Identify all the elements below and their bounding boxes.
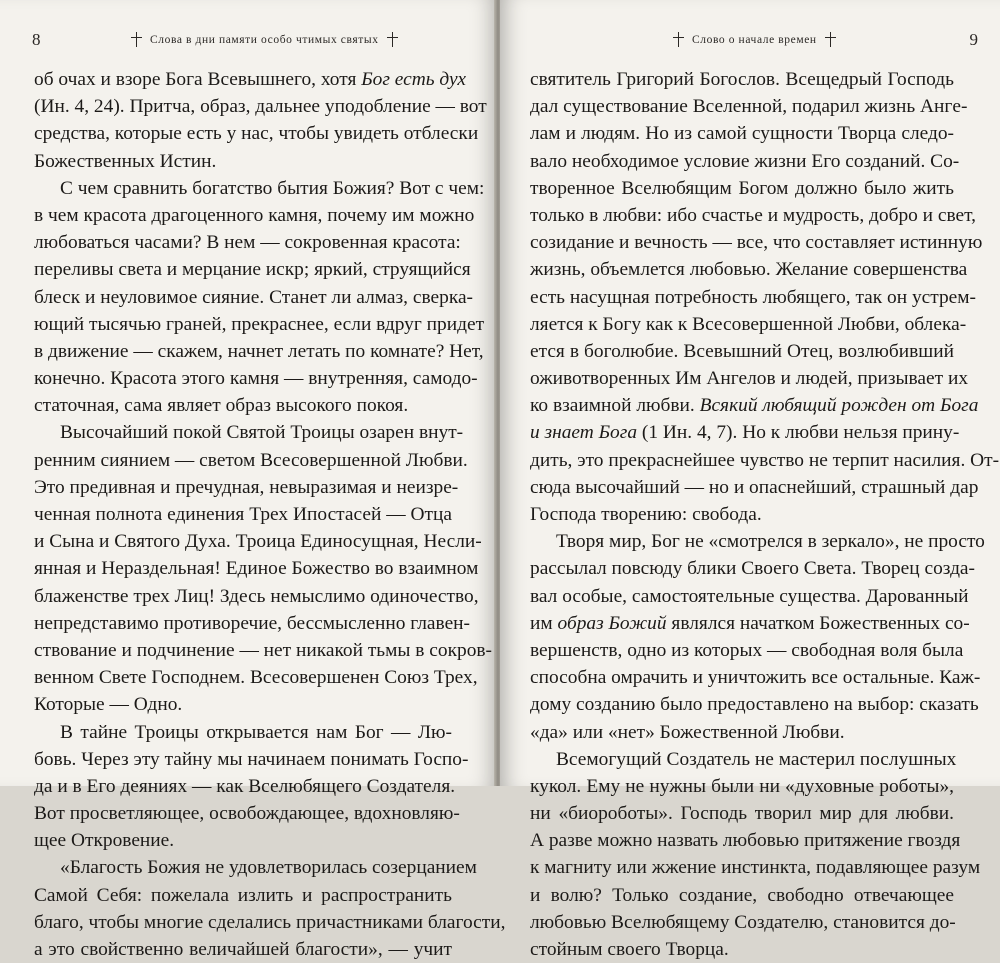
- text-line: [34, 719, 452, 746]
- text-line: [530, 800, 954, 827]
- text-segment: к магниту или жжение инстинкта, подавляющее разум: [530, 857, 981, 879]
- italic-quote: Всякий любящий рожден от Бога: [699, 395, 979, 417]
- text-line: [34, 311, 485, 338]
- text-segment: благо, чтобы многие сделались причастниками благости,: [34, 911, 506, 933]
- cross-icon: [386, 32, 399, 47]
- text-segment: кукол. Ему не нужны были ни «духовные роботы»,: [530, 775, 954, 797]
- text-line: [34, 691, 452, 718]
- text-line: [34, 610, 471, 637]
- left-page-body: [34, 66, 506, 963]
- text-line: [530, 365, 969, 392]
- text-segment: непредставимо противоречие, бессмысленно главен-: [34, 612, 471, 634]
- text-segment: есть насущная потребность любящего, так он устрем-: [530, 286, 977, 308]
- text-line: [530, 936, 954, 963]
- text-line: [530, 256, 968, 283]
- text-segment: «Благость Божия не удовлетворилась созерцанием: [60, 857, 477, 879]
- text-segment: являлся начатком Божественных со-: [666, 612, 970, 634]
- text-line: [34, 637, 493, 664]
- text-line: [34, 202, 475, 229]
- text-segment: творенное Вселюбящим Богом должно было жить: [530, 177, 954, 199]
- text-line: [34, 256, 471, 283]
- text-line: [530, 311, 967, 338]
- text-line: [530, 338, 954, 365]
- text-line: [34, 419, 464, 446]
- text-segment: вершенств, одно из которых — свободная воля была: [530, 639, 964, 661]
- text-segment: ствование и подчинение — нет никакой тьмы в сокров-: [34, 639, 493, 661]
- text-segment: в чем красота драгоценного камня, почему им можно: [34, 204, 475, 226]
- running-head: [130, 32, 399, 47]
- text-segment: стойным своего Творца.: [530, 939, 729, 960]
- text-line: [530, 746, 957, 773]
- text-segment: Самой Себя: пожелала излить и распространить: [34, 884, 452, 906]
- text-segment: статочная, сама являет образ высокого покоя.: [34, 395, 409, 417]
- text-line: [530, 583, 969, 610]
- text-segment: и Сына и Святого Духа. Троица Единосущная, Несли-: [34, 531, 482, 553]
- running-head: [672, 32, 837, 47]
- text-segment: венном Свете Господнем. Всесовершенен Союз Трех,: [34, 667, 478, 689]
- text-line: [530, 555, 975, 582]
- text-segment: (1 Ин. 4, 7). Но к любви нельзя прину-: [637, 422, 960, 444]
- cross-icon: [130, 32, 143, 47]
- text-segment: средства, которые есть у нас, чтобы увидеть отблески: [34, 123, 479, 145]
- text-line: [34, 936, 452, 963]
- text-line: [530, 120, 954, 147]
- text-line: [34, 583, 479, 610]
- text-line: [530, 202, 977, 229]
- text-line: [530, 909, 954, 936]
- text-segment: Господа творению: свобода.: [530, 504, 762, 525]
- text-line: [34, 909, 506, 936]
- text-segment: янная и Нераздельная! Единое Божество во взаимном: [34, 558, 479, 580]
- text-segment: вал особые, самостоятельные существа. Дарованный: [530, 585, 969, 607]
- text-line: [530, 501, 954, 528]
- text-line: [530, 528, 985, 555]
- cross-icon: [672, 32, 685, 47]
- text-segment: ляется к Богу как к Всесовершенной Любви, облека-: [530, 313, 967, 335]
- text-line: [530, 175, 954, 202]
- text-line: [34, 148, 452, 175]
- text-segment: конечно. Красота этого камня — внутренняя, самодо-: [34, 368, 478, 390]
- text-segment: любоваться часами? В нем — сокровенная красота:: [34, 232, 461, 254]
- italic-quote: и знает Бога: [530, 422, 638, 444]
- text-segment: ко взаимной любви.: [530, 395, 700, 417]
- text-line: [34, 882, 452, 909]
- text-line: [530, 882, 954, 909]
- page-number: 9: [969, 30, 978, 49]
- text-line: [34, 284, 474, 311]
- text-line: [34, 555, 479, 582]
- text-segment: рассылал повсюду блики Своего Света. Творец созда-: [530, 558, 975, 580]
- right-page-header: [500, 24, 1000, 52]
- text-line: [34, 175, 485, 202]
- text-segment: в движение — скажем, начнет летать по комнате? Нет,: [34, 340, 484, 362]
- text-line: [34, 773, 456, 800]
- text-line: [530, 148, 960, 175]
- text-segment: дому созданию было предоставлено на выбор: сказать: [530, 694, 979, 716]
- text-segment: В тайне Троицы открывается нам Бог — Лю-: [60, 721, 452, 743]
- text-segment: и волю? Только создание, свободно отвечающее: [530, 884, 954, 906]
- text-segment: созидание и вечность — все, что составляет истинную: [530, 232, 983, 254]
- text-line: [34, 474, 459, 501]
- italic-quote: образ Божий: [557, 612, 667, 634]
- right-page: [500, 0, 1000, 960]
- text-segment: только в любви: ибо счастье и мудрость, добро и свет,: [530, 204, 977, 226]
- text-line: [34, 827, 452, 854]
- text-segment: ется в боголюбие. Всевышний Отец, возлюбивший: [530, 340, 954, 362]
- cross-icon: [824, 32, 837, 47]
- text-line: [530, 773, 954, 800]
- text-line: [530, 229, 983, 256]
- text-line: [530, 719, 954, 746]
- text-segment: бовь. Через эту тайну мы начинаем понимать Госпо-: [34, 748, 469, 770]
- text-segment: жизнь, объемлется любовью. Желание совершенства: [530, 259, 968, 281]
- text-line: [530, 691, 979, 718]
- italic-quote: Бог есть дух: [361, 69, 466, 90]
- text-segment: А разве можно назвать любовью притяжение гвоздя: [530, 830, 961, 852]
- text-line: [530, 93, 968, 120]
- text-line: [530, 419, 960, 446]
- text-line: [530, 474, 979, 501]
- text-line: [530, 66, 954, 93]
- text-line: [530, 447, 1000, 474]
- text-segment: святитель Григорий Богослов. Всещедрый Господь: [530, 69, 954, 90]
- text-segment: (Ин. 4, 24). Притча, образ, дальнее уподобление — вот: [34, 96, 487, 118]
- text-line: [34, 854, 477, 881]
- text-line: [530, 392, 979, 419]
- text-line: [530, 284, 977, 311]
- text-line: [530, 854, 981, 881]
- text-line: [34, 501, 452, 528]
- text-line: [34, 93, 487, 120]
- text-segment: способна омрачить и уничтожить все остальные. Каж-: [530, 667, 981, 689]
- text-line: [34, 120, 479, 147]
- text-line: [530, 827, 961, 854]
- text-line: [530, 637, 964, 664]
- running-head-text: Слова в дни памяти особо чтимых святых: [150, 33, 379, 46]
- text-segment: дал существование Вселенной, подарил жизнь Ангe-: [530, 96, 968, 118]
- text-segment: переливы света и мерцание искр; яркий, струящийся: [34, 259, 471, 281]
- text-segment: об очах и взоре Бога Всевышнего, хотя: [34, 69, 362, 90]
- text-segment: Всемогущий Создатель не мастерил послушных: [556, 748, 957, 770]
- text-segment: лам и людям. Но из самой сущности Творца следо-: [530, 123, 954, 145]
- text-segment: блаженстве трех Лиц! Здесь немыслимо одиночество,: [34, 585, 479, 607]
- text-segment: «да» или «нет» Божественной Любви.: [530, 721, 845, 743]
- text-segment: ющий тысячью граней, прекраснее, если вдруг придет: [34, 313, 485, 335]
- text-segment: щее Откровение.: [34, 830, 175, 852]
- text-segment: любовью Вселюбящему Создателю, становится до-: [530, 911, 956, 933]
- text-line: [34, 447, 468, 474]
- text-line: [34, 800, 460, 827]
- text-line: [34, 746, 469, 773]
- text-line: [34, 229, 461, 256]
- text-line: [34, 528, 482, 555]
- text-segment: сюда высочайший — но и опаснейший, страшный дар: [530, 476, 979, 498]
- text-line: [34, 664, 478, 691]
- text-line: [34, 338, 484, 365]
- text-segment: а это свойственно величайшей благости», — учит: [34, 939, 452, 960]
- text-segment: да и в Его деяниях — как Вселюбящего Создателя.: [34, 775, 456, 797]
- left-page-header: [0, 24, 496, 52]
- text-segment: С чем сравнить богатство бытия Божия? Вот с чем:: [60, 177, 485, 199]
- page-number: 8: [32, 30, 41, 49]
- text-segment: Творя мир, Бог не «смотрелся в зеркало», не просто: [556, 531, 985, 553]
- text-segment: ренним сиянием — светом Всесовершенной Любви.: [34, 449, 468, 471]
- text-segment: Которые — Одно.: [34, 694, 183, 716]
- text-segment: ченная полнота единения Трех Ипостасей — Отца: [34, 504, 452, 525]
- text-segment: Вот просветляющее, освобождающее, вдохновляю-: [34, 803, 460, 825]
- text-segment: Это предивная и пречудная, невыразимая и неизре-: [34, 476, 459, 498]
- running-head-text: Слово о начале времен: [692, 33, 817, 46]
- text-segment: им: [530, 612, 558, 634]
- right-page-body: [530, 66, 1000, 963]
- text-segment: вало необходимое условие жизни Его созданий. Со-: [530, 150, 960, 172]
- text-line: [34, 392, 452, 419]
- text-line: [530, 664, 981, 691]
- text-line: [34, 365, 478, 392]
- text-segment: дить, это прекраснейшее чувство не терпит насилия. От-: [530, 449, 1000, 471]
- text-segment: Божественных Истин.: [34, 150, 217, 172]
- text-line: [530, 610, 970, 637]
- text-segment: Высочайший покой Святой Троицы озарен внут-: [60, 422, 464, 444]
- text-line: [34, 66, 466, 93]
- text-segment: ни «биороботы». Господь творил мир для любви.: [530, 803, 954, 825]
- text-segment: блеск и неуловимое сияние. Станет ли алмаз, сверка-: [34, 286, 474, 308]
- text-segment: оживотворенных Им Ангелов и людей, призывает их: [530, 368, 969, 390]
